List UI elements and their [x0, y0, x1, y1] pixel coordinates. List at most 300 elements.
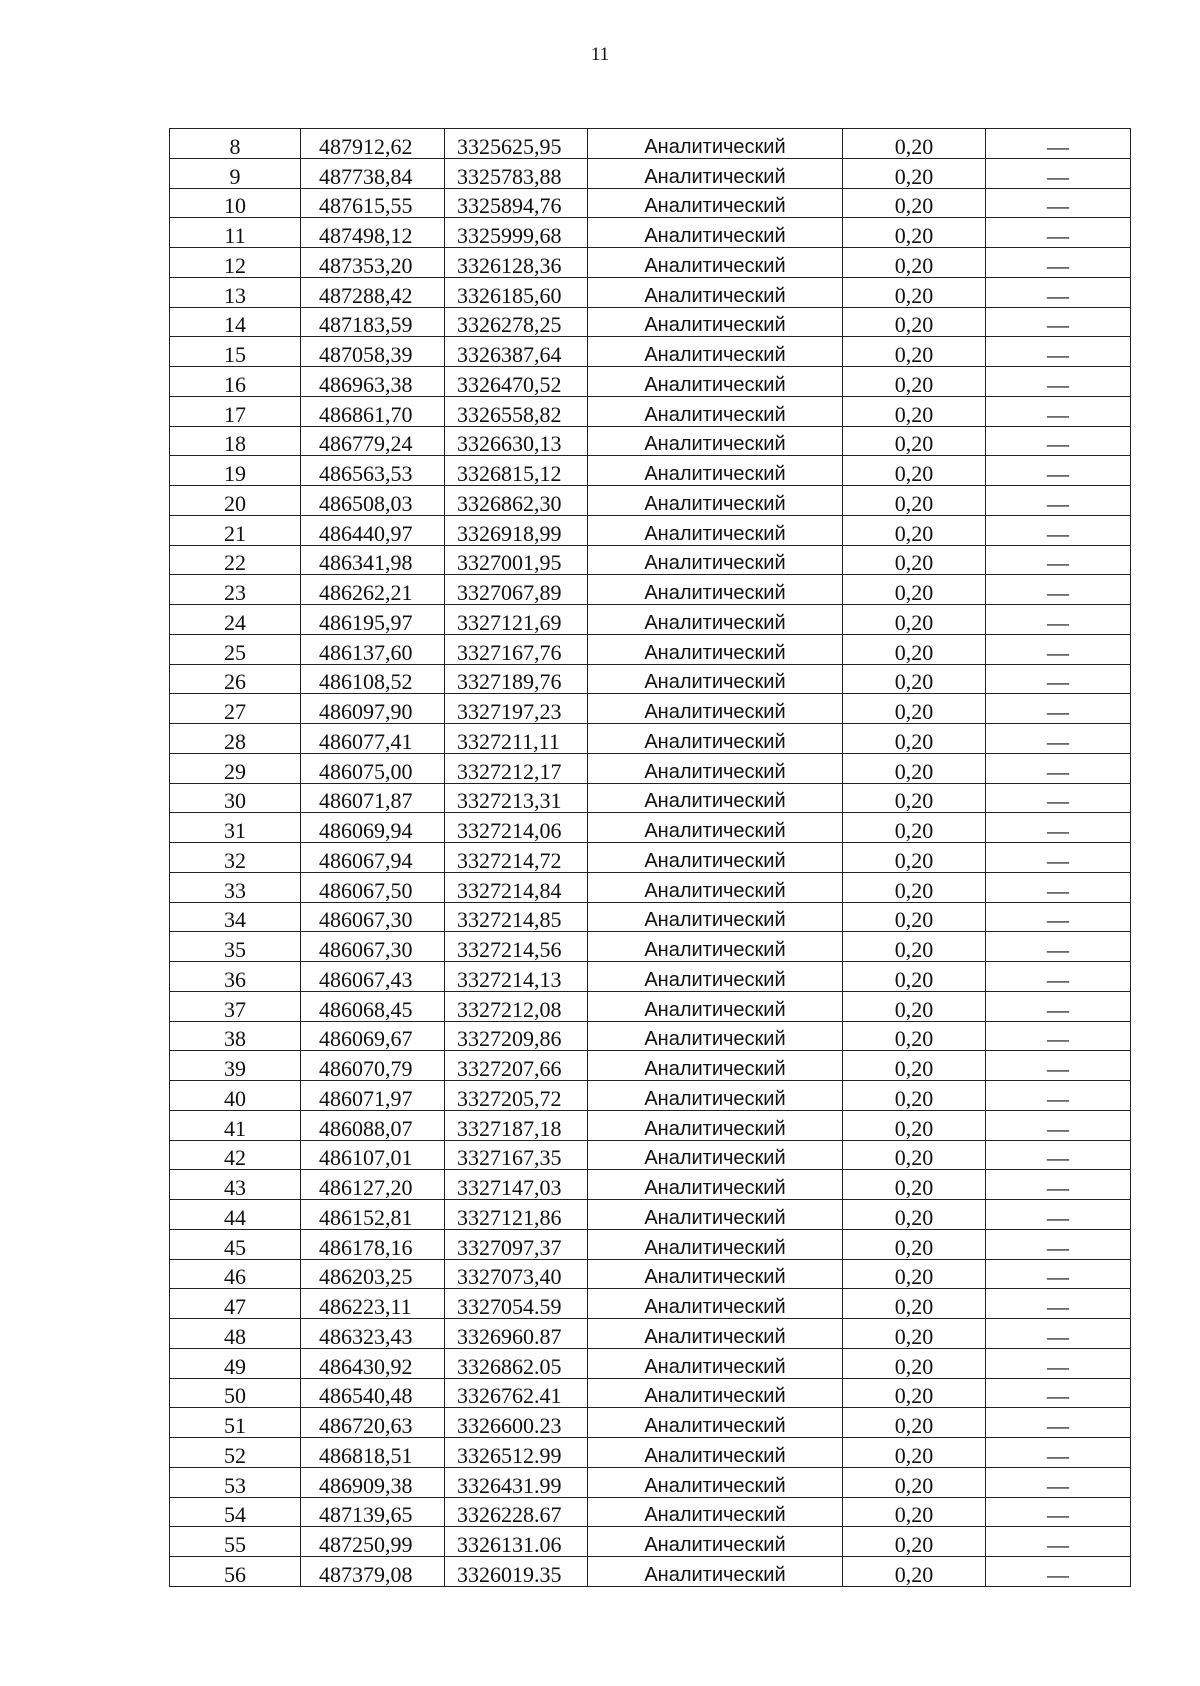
table-row	[170, 188, 1131, 218]
table-row	[170, 694, 1131, 724]
table-row	[170, 813, 1131, 843]
x-coordinate-cell: 486071,87	[301, 783, 445, 813]
y-coordinate-cell: 3327121,86	[445, 1200, 588, 1230]
x-coordinate-cell: 487379,08	[301, 1557, 445, 1587]
point-number-cell: 54	[170, 1497, 301, 1527]
point-number-cell: 35	[170, 932, 301, 962]
note-cell: —	[986, 1527, 1131, 1557]
accuracy-cell: 0,20	[843, 1170, 986, 1200]
y-coordinate-cell: 3325894,76	[445, 188, 588, 218]
point-number-cell: 36	[170, 962, 301, 992]
method-cell: Аналитический	[588, 367, 843, 397]
method-cell: Аналитический	[588, 932, 843, 962]
table-row	[170, 486, 1131, 516]
x-coordinate-cell: 486067,50	[301, 872, 445, 902]
table-row	[170, 337, 1131, 367]
accuracy-cell: 0,20	[843, 1557, 986, 1587]
point-number-cell: 42	[170, 1140, 301, 1170]
note-cell: —	[986, 753, 1131, 783]
method-cell: Аналитический	[588, 1081, 843, 1111]
note-cell: —	[986, 1110, 1131, 1140]
note-cell: —	[986, 1378, 1131, 1408]
method-cell: Аналитический	[588, 634, 843, 664]
note-cell: —	[986, 605, 1131, 635]
x-coordinate-cell: 486152,81	[301, 1200, 445, 1230]
point-number-cell: 16	[170, 367, 301, 397]
accuracy-cell: 0,20	[843, 367, 986, 397]
y-coordinate-cell: 3327167,76	[445, 634, 588, 664]
accuracy-cell: 0,20	[843, 634, 986, 664]
x-coordinate-cell: 486963,38	[301, 367, 445, 397]
table-row	[170, 843, 1131, 873]
table-row	[170, 1259, 1131, 1289]
method-cell: Аналитический	[588, 545, 843, 575]
note-cell: —	[986, 813, 1131, 843]
x-coordinate-cell: 487615,55	[301, 188, 445, 218]
accuracy-cell: 0,20	[843, 1081, 986, 1111]
method-cell: Аналитический	[588, 515, 843, 545]
accuracy-cell: 0,20	[843, 277, 986, 307]
table-row	[170, 783, 1131, 813]
x-coordinate-cell: 486067,94	[301, 843, 445, 873]
point-number-cell: 27	[170, 694, 301, 724]
accuracy-cell: 0,20	[843, 337, 986, 367]
note-cell: —	[986, 843, 1131, 873]
method-cell: Аналитический	[588, 337, 843, 367]
note-cell: —	[986, 426, 1131, 456]
accuracy-cell: 0,20	[843, 575, 986, 605]
note-cell: —	[986, 872, 1131, 902]
method-cell: Аналитический	[588, 753, 843, 783]
table-row	[170, 1467, 1131, 1497]
table-row	[170, 1051, 1131, 1081]
method-cell: Аналитический	[588, 694, 843, 724]
y-coordinate-cell: 3326918,99	[445, 515, 588, 545]
y-coordinate-cell: 3326470,52	[445, 367, 588, 397]
accuracy-cell: 0,20	[843, 962, 986, 992]
note-cell: —	[986, 1438, 1131, 1468]
accuracy-cell: 0,20	[843, 1527, 986, 1557]
accuracy-cell: 0,20	[843, 1021, 986, 1051]
note-cell: —	[986, 724, 1131, 754]
x-coordinate-cell: 486077,41	[301, 724, 445, 754]
accuracy-cell: 0,20	[843, 188, 986, 218]
accuracy-cell: 0,20	[843, 486, 986, 516]
y-coordinate-cell: 3327187,18	[445, 1110, 588, 1140]
table-row	[170, 753, 1131, 783]
note-cell: —	[986, 991, 1131, 1021]
method-cell: Аналитический	[588, 1378, 843, 1408]
coordinates-table	[169, 128, 1131, 1587]
point-number-cell: 48	[170, 1319, 301, 1349]
point-number-cell: 13	[170, 277, 301, 307]
x-coordinate-cell: 486909,38	[301, 1467, 445, 1497]
point-number-cell: 41	[170, 1110, 301, 1140]
x-coordinate-cell: 486178,16	[301, 1229, 445, 1259]
accuracy-cell: 0,20	[843, 932, 986, 962]
accuracy-cell: 0,20	[843, 1289, 986, 1319]
point-number-cell: 20	[170, 486, 301, 516]
method-cell: Аналитический	[588, 724, 843, 754]
method-cell: Аналитический	[588, 396, 843, 426]
y-coordinate-cell: 3326630,13	[445, 426, 588, 456]
table-row	[170, 396, 1131, 426]
y-coordinate-cell: 3325999,68	[445, 218, 588, 248]
method-cell: Аналитический	[588, 307, 843, 337]
point-number-cell: 45	[170, 1229, 301, 1259]
method-cell: Аналитический	[588, 783, 843, 813]
y-coordinate-cell: 3326278,25	[445, 307, 588, 337]
x-coordinate-cell: 486779,24	[301, 426, 445, 456]
accuracy-cell: 0,20	[843, 158, 986, 188]
table-row	[170, 307, 1131, 337]
table-row	[170, 664, 1131, 694]
accuracy-cell: 0,20	[843, 664, 986, 694]
note-cell: —	[986, 1229, 1131, 1259]
note-cell: —	[986, 1467, 1131, 1497]
point-number-cell: 24	[170, 605, 301, 635]
method-cell: Аналитический	[588, 843, 843, 873]
method-cell: Аналитический	[588, 1348, 843, 1378]
point-number-cell: 38	[170, 1021, 301, 1051]
point-number-cell: 34	[170, 902, 301, 932]
y-coordinate-cell: 3327214,06	[445, 813, 588, 843]
y-coordinate-cell: 3326128,36	[445, 248, 588, 278]
method-cell: Аналитический	[588, 1110, 843, 1140]
point-number-cell: 44	[170, 1200, 301, 1230]
y-coordinate-cell: 3327054.59	[445, 1289, 588, 1319]
accuracy-cell: 0,20	[843, 1348, 986, 1378]
note-cell: —	[986, 634, 1131, 664]
note-cell: —	[986, 1319, 1131, 1349]
note-cell: —	[986, 962, 1131, 992]
point-number-cell: 31	[170, 813, 301, 843]
accuracy-cell: 0,20	[843, 902, 986, 932]
point-number-cell: 15	[170, 337, 301, 367]
table-row	[170, 1348, 1131, 1378]
table-row	[170, 902, 1131, 932]
y-coordinate-cell: 3326762.41	[445, 1378, 588, 1408]
note-cell: —	[986, 456, 1131, 486]
accuracy-cell: 0,20	[843, 872, 986, 902]
x-coordinate-cell: 486067,30	[301, 932, 445, 962]
table-row	[170, 605, 1131, 635]
table-row	[170, 575, 1131, 605]
method-cell: Аналитический	[588, 486, 843, 516]
x-coordinate-cell: 486108,52	[301, 664, 445, 694]
accuracy-cell: 0,20	[843, 813, 986, 843]
table-row	[170, 872, 1131, 902]
y-coordinate-cell: 3327147,03	[445, 1170, 588, 1200]
method-cell: Аналитический	[588, 902, 843, 932]
x-coordinate-cell: 486088,07	[301, 1110, 445, 1140]
method-cell: Аналитический	[588, 1408, 843, 1438]
x-coordinate-cell: 486262,21	[301, 575, 445, 605]
x-coordinate-cell: 487353,20	[301, 248, 445, 278]
method-cell: Аналитический	[588, 426, 843, 456]
note-cell: —	[986, 188, 1131, 218]
accuracy-cell: 0,20	[843, 783, 986, 813]
accuracy-cell: 0,20	[843, 1438, 986, 1468]
note-cell: —	[986, 575, 1131, 605]
method-cell: Аналитический	[588, 1557, 843, 1587]
x-coordinate-cell: 486720,63	[301, 1408, 445, 1438]
table-row	[170, 248, 1131, 278]
method-cell: Аналитический	[588, 575, 843, 605]
point-number-cell: 46	[170, 1259, 301, 1289]
method-cell: Аналитический	[588, 1140, 843, 1170]
y-coordinate-cell: 3326019.35	[445, 1557, 588, 1587]
point-number-cell: 52	[170, 1438, 301, 1468]
note-cell: —	[986, 545, 1131, 575]
method-cell: Аналитический	[588, 1021, 843, 1051]
page-number: 11	[590, 44, 610, 65]
note-cell: —	[986, 1051, 1131, 1081]
table-row	[170, 1497, 1131, 1527]
point-number-cell: 10	[170, 188, 301, 218]
y-coordinate-cell: 3327214,85	[445, 902, 588, 932]
point-number-cell: 12	[170, 248, 301, 278]
note-cell: —	[986, 396, 1131, 426]
y-coordinate-cell: 3327189,76	[445, 664, 588, 694]
accuracy-cell: 0,20	[843, 991, 986, 1021]
accuracy-cell: 0,20	[843, 515, 986, 545]
accuracy-cell: 0,20	[843, 1110, 986, 1140]
method-cell: Аналитический	[588, 991, 843, 1021]
method-cell: Аналитический	[588, 1289, 843, 1319]
method-cell: Аналитический	[588, 1229, 843, 1259]
x-coordinate-cell: 486127,20	[301, 1170, 445, 1200]
table-row	[170, 515, 1131, 545]
y-coordinate-cell: 3326131.06	[445, 1527, 588, 1557]
x-coordinate-cell: 486203,25	[301, 1259, 445, 1289]
table-row	[170, 991, 1131, 1021]
point-number-cell: 28	[170, 724, 301, 754]
point-number-cell: 53	[170, 1467, 301, 1497]
note-cell: —	[986, 248, 1131, 278]
note-cell: —	[986, 1259, 1131, 1289]
point-number-cell: 40	[170, 1081, 301, 1111]
table-row	[170, 1081, 1131, 1111]
table-row	[170, 1557, 1131, 1587]
point-number-cell: 32	[170, 843, 301, 873]
x-coordinate-cell: 486070,79	[301, 1051, 445, 1081]
accuracy-cell: 0,20	[843, 1200, 986, 1230]
y-coordinate-cell: 3327205,72	[445, 1081, 588, 1111]
table-row	[170, 277, 1131, 307]
y-coordinate-cell: 3327067,89	[445, 575, 588, 605]
x-coordinate-cell: 486818,51	[301, 1438, 445, 1468]
x-coordinate-cell: 487738,84	[301, 158, 445, 188]
x-coordinate-cell: 487288,42	[301, 277, 445, 307]
note-cell: —	[986, 1081, 1131, 1111]
y-coordinate-cell: 3326558,82	[445, 396, 588, 426]
x-coordinate-cell: 486430,92	[301, 1348, 445, 1378]
table-row	[170, 1527, 1131, 1557]
accuracy-cell: 0,20	[843, 307, 986, 337]
method-cell: Аналитический	[588, 277, 843, 307]
y-coordinate-cell: 3327197,23	[445, 694, 588, 724]
note-cell: —	[986, 367, 1131, 397]
x-coordinate-cell: 487250,99	[301, 1527, 445, 1557]
point-number-cell: 51	[170, 1408, 301, 1438]
accuracy-cell: 0,20	[843, 753, 986, 783]
table-row	[170, 1378, 1131, 1408]
point-number-cell: 9	[170, 158, 301, 188]
note-cell: —	[986, 277, 1131, 307]
method-cell: Аналитический	[588, 129, 843, 159]
note-cell: —	[986, 1557, 1131, 1587]
note-cell: —	[986, 1140, 1131, 1170]
x-coordinate-cell: 487912,62	[301, 129, 445, 159]
table-row	[170, 1289, 1131, 1319]
accuracy-cell: 0,20	[843, 1467, 986, 1497]
y-coordinate-cell: 3325625,95	[445, 129, 588, 159]
note-cell: —	[986, 1408, 1131, 1438]
point-number-cell: 33	[170, 872, 301, 902]
y-coordinate-cell: 3326862.05	[445, 1348, 588, 1378]
note-cell: —	[986, 1289, 1131, 1319]
point-number-cell: 30	[170, 783, 301, 813]
accuracy-cell: 0,20	[843, 1319, 986, 1349]
point-number-cell: 11	[170, 218, 301, 248]
method-cell: Аналитический	[588, 1319, 843, 1349]
accuracy-cell: 0,20	[843, 218, 986, 248]
method-cell: Аналитический	[588, 605, 843, 635]
accuracy-cell: 0,20	[843, 1497, 986, 1527]
accuracy-cell: 0,20	[843, 724, 986, 754]
accuracy-cell: 0,20	[843, 1051, 986, 1081]
note-cell: —	[986, 1021, 1131, 1051]
x-coordinate-cell: 486069,67	[301, 1021, 445, 1051]
y-coordinate-cell: 3327073,40	[445, 1259, 588, 1289]
y-coordinate-cell: 3327209,86	[445, 1021, 588, 1051]
x-coordinate-cell: 486097,90	[301, 694, 445, 724]
method-cell: Аналитический	[588, 872, 843, 902]
accuracy-cell: 0,20	[843, 396, 986, 426]
note-cell: —	[986, 664, 1131, 694]
note-cell: —	[986, 486, 1131, 516]
method-cell: Аналитический	[588, 962, 843, 992]
x-coordinate-cell: 486107,01	[301, 1140, 445, 1170]
note-cell: —	[986, 783, 1131, 813]
y-coordinate-cell: 3327212,08	[445, 991, 588, 1021]
point-number-cell: 39	[170, 1051, 301, 1081]
y-coordinate-cell: 3326600.23	[445, 1408, 588, 1438]
note-cell: —	[986, 337, 1131, 367]
table-row	[170, 545, 1131, 575]
method-cell: Аналитический	[588, 218, 843, 248]
method-cell: Аналитический	[588, 1438, 843, 1468]
point-number-cell: 14	[170, 307, 301, 337]
table-row	[170, 1200, 1131, 1230]
accuracy-cell: 0,20	[843, 694, 986, 724]
note-cell: —	[986, 307, 1131, 337]
y-coordinate-cell: 3326815,12	[445, 456, 588, 486]
method-cell: Аналитический	[588, 1051, 843, 1081]
point-number-cell: 21	[170, 515, 301, 545]
method-cell: Аналитический	[588, 813, 843, 843]
x-coordinate-cell: 486195,97	[301, 605, 445, 635]
table-body	[170, 129, 1131, 1587]
point-number-cell: 50	[170, 1378, 301, 1408]
x-coordinate-cell: 487058,39	[301, 337, 445, 367]
method-cell: Аналитический	[588, 1467, 843, 1497]
y-coordinate-cell: 3327214,13	[445, 962, 588, 992]
note-cell: —	[986, 902, 1131, 932]
point-number-cell: 19	[170, 456, 301, 486]
note-cell: —	[986, 1348, 1131, 1378]
table-row	[170, 1408, 1131, 1438]
x-coordinate-cell: 487498,12	[301, 218, 445, 248]
y-coordinate-cell: 3326862,30	[445, 486, 588, 516]
table-row	[170, 1319, 1131, 1349]
table-row	[170, 426, 1131, 456]
accuracy-cell: 0,20	[843, 1378, 986, 1408]
x-coordinate-cell: 487183,59	[301, 307, 445, 337]
accuracy-cell: 0,20	[843, 426, 986, 456]
x-coordinate-cell: 486563,53	[301, 456, 445, 486]
table-row	[170, 456, 1131, 486]
note-cell: —	[986, 932, 1131, 962]
point-number-cell: 37	[170, 991, 301, 1021]
note-cell: —	[986, 515, 1131, 545]
point-number-cell: 25	[170, 634, 301, 664]
x-coordinate-cell: 486440,97	[301, 515, 445, 545]
accuracy-cell: 0,20	[843, 456, 986, 486]
y-coordinate-cell: 3327214,84	[445, 872, 588, 902]
accuracy-cell: 0,20	[843, 1229, 986, 1259]
method-cell: Аналитический	[588, 664, 843, 694]
y-coordinate-cell: 3326185,60	[445, 277, 588, 307]
method-cell: Аналитический	[588, 456, 843, 486]
table-row	[170, 1140, 1131, 1170]
x-coordinate-cell: 486508,03	[301, 486, 445, 516]
accuracy-cell: 0,20	[843, 843, 986, 873]
accuracy-cell: 0,20	[843, 248, 986, 278]
note-cell: —	[986, 694, 1131, 724]
table-row	[170, 1229, 1131, 1259]
y-coordinate-cell: 3327211,11	[445, 724, 588, 754]
y-coordinate-cell: 3327097,37	[445, 1229, 588, 1259]
point-number-cell: 56	[170, 1557, 301, 1587]
method-cell: Аналитический	[588, 158, 843, 188]
y-coordinate-cell: 3327121,69	[445, 605, 588, 635]
table-row	[170, 1438, 1131, 1468]
y-coordinate-cell: 3327213,31	[445, 783, 588, 813]
x-coordinate-cell: 486323,43	[301, 1319, 445, 1349]
y-coordinate-cell: 3327214,56	[445, 932, 588, 962]
note-cell: —	[986, 218, 1131, 248]
table-row	[170, 129, 1131, 159]
y-coordinate-cell: 3326228.67	[445, 1497, 588, 1527]
table-row	[170, 1110, 1131, 1140]
point-number-cell: 55	[170, 1527, 301, 1557]
table-row	[170, 962, 1131, 992]
note-cell: —	[986, 1200, 1131, 1230]
x-coordinate-cell: 487139,65	[301, 1497, 445, 1527]
point-number-cell: 23	[170, 575, 301, 605]
point-number-cell: 43	[170, 1170, 301, 1200]
x-coordinate-cell: 486075,00	[301, 753, 445, 783]
accuracy-cell: 0,20	[843, 545, 986, 575]
method-cell: Аналитический	[588, 1497, 843, 1527]
point-number-cell: 17	[170, 396, 301, 426]
table-row	[170, 1021, 1131, 1051]
table-row	[170, 932, 1131, 962]
x-coordinate-cell: 486341,98	[301, 545, 445, 575]
method-cell: Аналитический	[588, 1527, 843, 1557]
